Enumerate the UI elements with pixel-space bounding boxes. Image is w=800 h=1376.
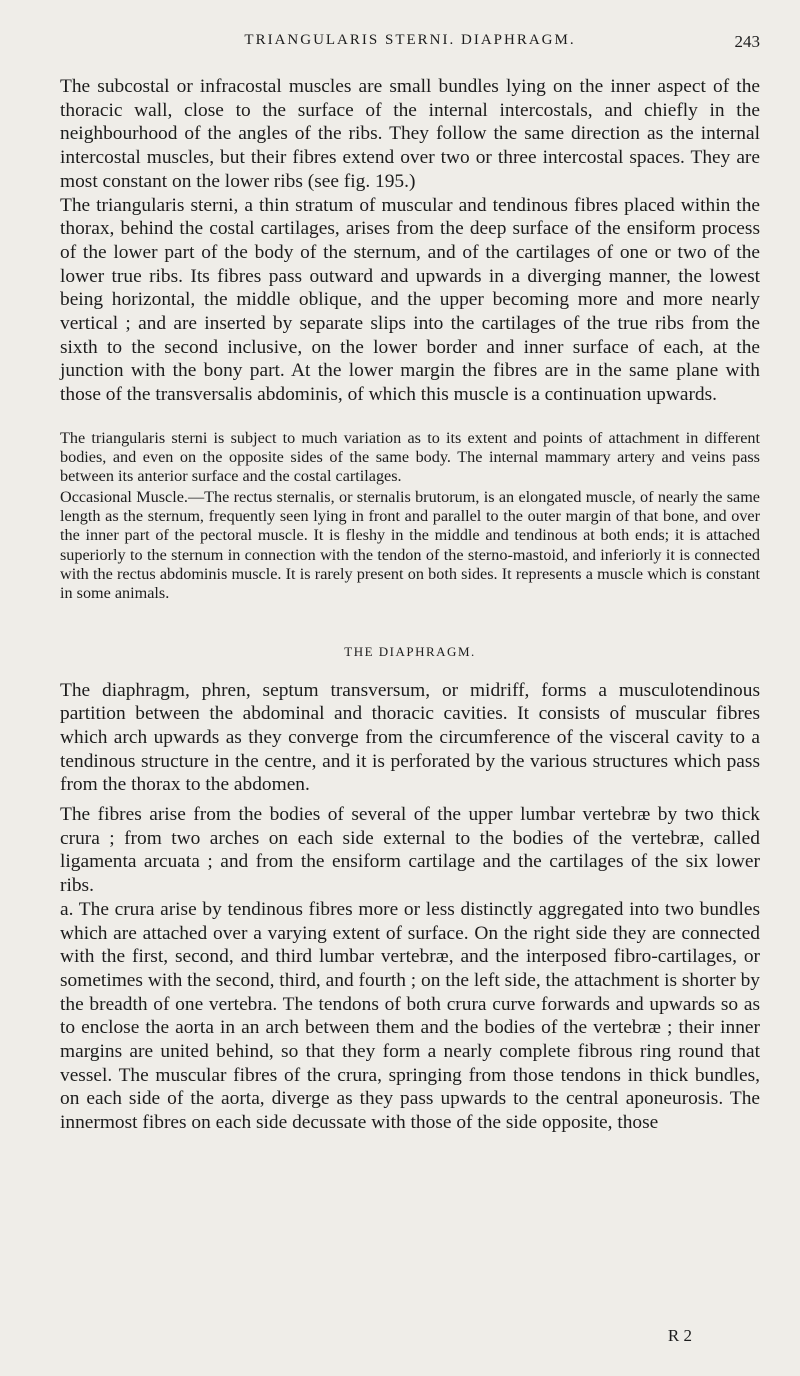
page-number: 243: [734, 32, 760, 51]
signature-mark: R 2: [667, 1326, 692, 1345]
paragraph-diaphragm-intro: The diaphragm, phren, septum transversum, or midriff, forms a musculotendinous partition between the abdominal and thoracic cavities. It consists of muscular fibres which arch upwards as they converge from the circumference of the visceral cavity to a tendinous structure in the centre, and it is perforated by the various structures which pass from the thorax to the abdomen.: [60, 679, 760, 796]
section-heading: THE DIAPHRAGM.: [344, 643, 476, 659]
note-triangularis-variation: The triangularis sterni is subject to much variation as to its extent and points of attachment in different bodies, and even on the opposite sides of the same body. The internal mammary artery and veins pass between its anterior surface and the costal cartilages.: [60, 428, 760, 486]
paragraph-crura: a. The crura arise by tendinous fibres more or less distinctly aggregated into two bundles which are attached over a varying extent of surface. On the right side they are connected with the first, second, and third lumbar vertebræ, and the interposed fibro-cartilages, or sometimes with the second, third, and fourth ; on the left side, the attachment is shorter by the breadth of one vertebra. The tendons of both crura curve forwards and upwards so as to enclose the aorta in an arch between them and the bodies of the vertebræ ; their inner margins are united behind, so that they form a nearly complete fibrous ring round that vessel. The muscular fibres of the crura, springing from those tendons in thick bundles, on each side of the aorta, diverge as they pass upwards to the central aponeurosis. The innermost fibres on each side decussate with those of the side opposite, those: [60, 898, 760, 1134]
running-title: TRIANGULARIS STERNI. DIAPHRAGM.: [244, 32, 576, 48]
paragraph-subcostal: The subcostal or infracostal muscles are small bundles lying on the inner aspect of the thoracic wall, close to the surface of the internal intercostals, and chiefly in the neighbourhood of the angles of the ribs. They follow the same direction as the internal intercostal muscles, but their fibres extend over two or three intercostal spaces. They are most constant on the lower ribs (see fig. 195.): [60, 76, 760, 192]
paragraph-triangularis-sterni: The triangularis sterni, a thin stratum of muscular and tendinous fibres placed within the thorax, behind the costal cartilages, arises from the deep surface of the ensiform process of the lower part of the body of the sternum, and of the cartilages of one or two of the lower true ribs. Its fibres pass outward and upwards in a diverging manner, the lowest being horizontal, the middle oblique, and the upper becoming more and more nearly vertical ; and are inserted by separate slips into the cartilages of the true ribs from the sixth to the second inclusive, on the lower border and inner surface of each, at the junction with the bony part. At the lower margin the fibres are in the same plane with those of the transversalis abdominis, of which this muscle is a continuation upwards.: [60, 194, 760, 406]
note-occasional-muscle: Occasional Muscle.—The rectus sternalis, or sternalis brutorum, is an elongated muscle, of nearly the same length as the sternum, frequently seen lying in front and parallel to the outer margin of that bone, and over the inner part of the pectoral muscle. It is fleshy in the middle and tendinous at both ends; it is attached superiorly to the sternum in connection with the tendon of the sterno-mastoid, and inferiorly it is connected with the rectus abdominis muscle. It is rarely present on both sides. It represents a muscle which is constant in some animals.: [60, 487, 760, 603]
running-head: [60, 30, 760, 60]
paragraph-fibres-origin: The fibres arise from the bodies of several of the upper lumbar vertebræ by two thick crura ; from two arches on each side external to the bodies of the vertebræ, called ligamenta arcuata ; and from the ensiform cartilage and the cartilages of the six lower ribs.: [60, 804, 760, 897]
